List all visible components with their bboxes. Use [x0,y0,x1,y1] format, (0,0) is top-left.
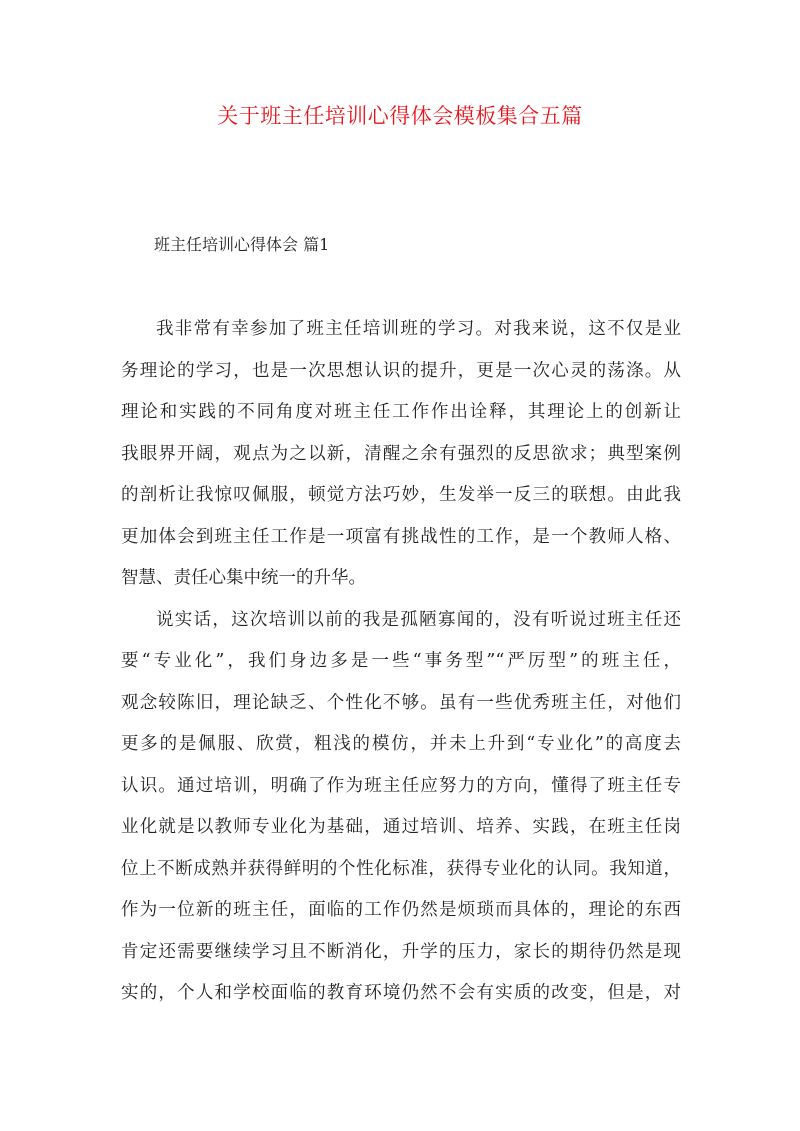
document-body [121,309,681,1015]
paragraph-line: 智慧、责任心集中统一的升华。 [121,568,366,588]
paragraph-line: 我眼界开阔，观点为之以新，清醒之余有强烈的反思欲求；典型案例 [121,443,681,464]
paragraph-line: 务理论的学习，也是一次思想认识的提升，更是一次心灵的荡涤。从 [121,360,681,381]
paragraph-line: 认识。通过培训，明确了作为班主任应努力的方向，懂得了班主任专 [121,775,681,796]
paragraph-line: 位上不断成熟并获得鲜明的个性化标准，获得专业化的认同。我知道， [121,858,681,879]
paragraph-line: 的剖析让我惊叹佩服，顿觉方法巧妙，生发举一反三的联想。由此我 [121,485,681,505]
paragraph-line: 观念较陈旧，理论缺乏、个性化不够。虽有一些优秀班主任，对他们 [121,692,681,713]
paragraph-line: 说实话，这次培训以前的我是孤陋寡闻的，没有听说过班主任还 [156,609,681,630]
paragraph-line: 我非常有幸参加了班主任培训班的学习。对我来说，这不仅是业 [156,319,681,339]
paragraph-line: 肯定还需要继续学习且不断消化，升学的压力，家长的期待仍然是现 [121,941,681,962]
section-heading: 班主任培训心得体会 篇1 [154,235,330,254]
document-title: 关于班主任培训心得体会模板集合五篇 [217,104,583,128]
paragraph-line: 要“专业化”，我们身边多是一些“事务型”“严厉型”的班主任， [121,651,681,671]
paragraph-line: 作为一位新的班主任，面临的工作仍然是烦琐而具体的，理论的东西 [121,900,681,920]
paragraph-line: 更加体会到班主任工作是一项富有挑战性的工作，是一个教师人格、 [121,526,681,547]
paragraph-line: 实的，个人和学校面临的教育环境仍然不会有实质的改变，但是，对 [121,983,681,1003]
paragraph-line: 更多的是佩服、欣赏，粗浅的模仿，并未上升到“专业化”的高度去 [121,734,681,754]
paragraph-line: 理论和实践的不同角度对班主任工作作出诠释，其理论上的创新让 [121,402,681,422]
paragraph-line: 业化就是以教师专业化为基础，通过培训、培养、实践，在班主任岗 [121,817,681,837]
